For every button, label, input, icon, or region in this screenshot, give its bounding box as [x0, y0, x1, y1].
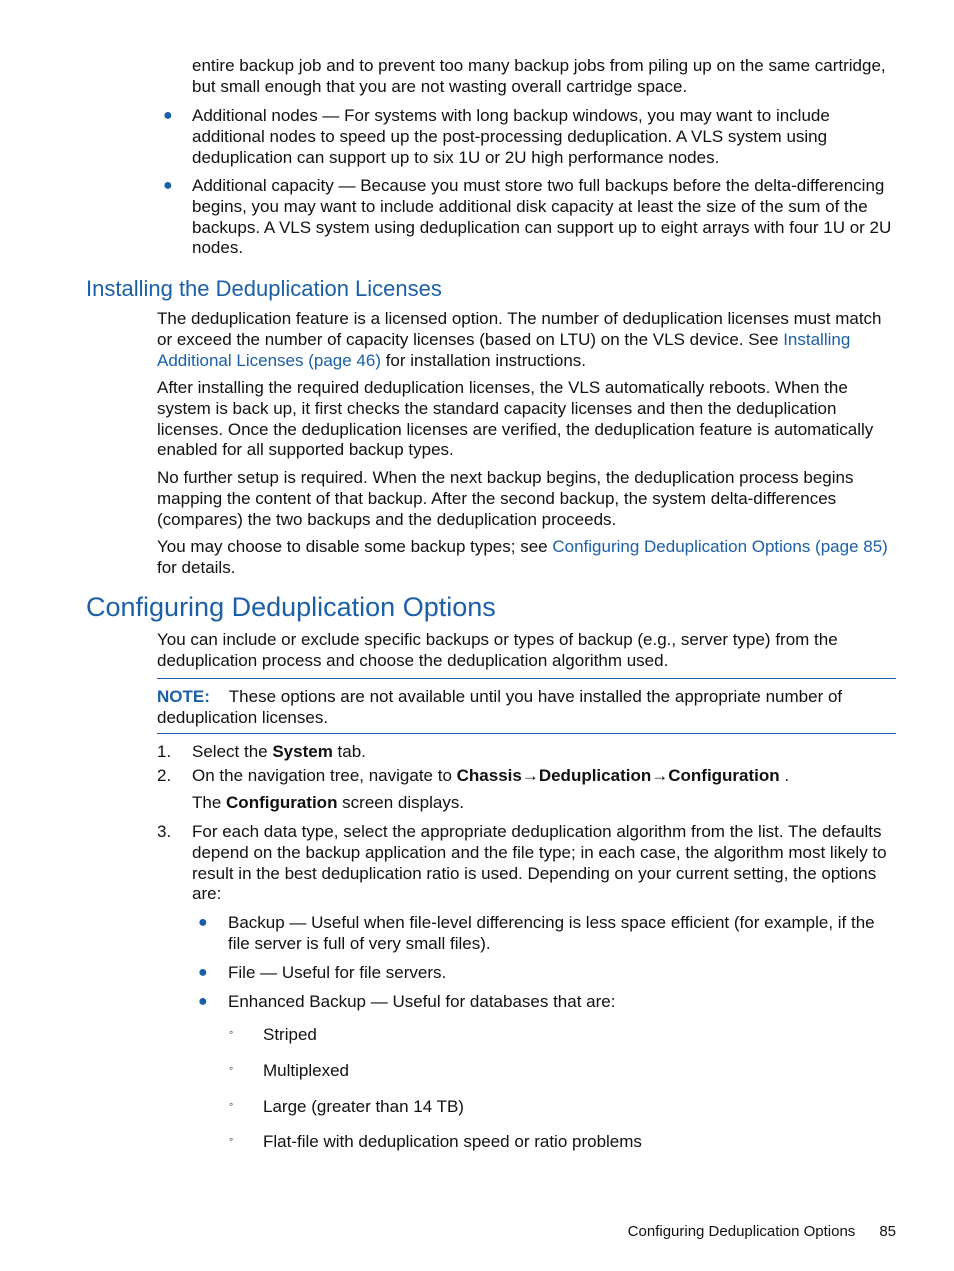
arrow-icon: → — [651, 766, 669, 785]
paragraph-text: for installation instructions. — [380, 350, 587, 370]
note-top-rule — [157, 678, 896, 679]
step-text: On the navigation tree, navigate to — [192, 766, 457, 785]
paragraph-text: You may choose to disable some backup types; see — [157, 537, 553, 556]
step-text: The — [192, 793, 227, 812]
installing-licenses-link[interactable]: Installing Additional Licenses (page 46) — [157, 329, 851, 370]
step-2-result — [192, 793, 897, 814]
list-item: Enhanced Backup — Useful for databases that are: — [228, 992, 616, 1011]
licenses-paragraph-3: No further setup is required. When the next backup begins, the deduplication process begins mapping the content of that backup. After the second backup, the system delta-differences (compares) the two backups and the deduplication proceeds. — [157, 468, 854, 529]
circle-bullet-icon: ◦ — [229, 1132, 234, 1146]
deduplication-label: Deduplication — [538, 766, 652, 785]
configuration-screen-label: Configuration — [226, 793, 338, 812]
paragraph-text: for details. — [157, 557, 236, 577]
arrow-icon: → — [521, 766, 539, 785]
list-item: File — Useful for file servers. — [228, 963, 447, 982]
bullet-icon: ● — [163, 107, 173, 124]
intro-continuation: entire backup job and to prevent too many backup jobs from piling up on the same cartridge, but small enough that you are not wasting overall cartridge space. — [192, 56, 886, 96]
step-3: For each data type, select the appropriate deduplication algorithm from the list. The defaults depend on the backup application and the file type; in each case, the algorithm most likely to result in the best deduplication ratio is used. Depending on your current setting, the options are: — [192, 822, 887, 904]
note-text: These options are not available until you have installed the appropriate number of deduplication licenses. — [157, 687, 843, 727]
footer-title: Configuring Deduplication Options — [627, 1223, 856, 1240]
licenses-paragraph-2: After installing the required deduplication licenses, the VLS automatically reboots. When the system is back up, it first checks the standard capacity licenses and then the deduplication licenses. Once the deduplication licenses are verified, the deduplication feature is automatically enabled for all supported backup types. — [157, 378, 874, 460]
step-1 — [192, 742, 897, 763]
bullet-icon: ● — [198, 964, 208, 981]
circle-bullet-icon: ◦ — [229, 1025, 234, 1039]
list-item: Additional capacity — Because you must store two full backups before the delta-differencing begins, you may want to include additional disk capacity at least the size of the sum of the backups. A VLS system using deduplication can support up to eight arrays with four 1U or 2U nodes. — [192, 176, 892, 258]
chassis-label: Chassis — [456, 766, 522, 785]
page-footer — [600, 1223, 896, 1240]
config-intro: You can include or exclude specific backups or types of backup (e.g., server type) from the deduplication process and choose the deduplication algorithm used. — [157, 630, 838, 670]
step-text: screen displays. — [337, 793, 465, 812]
system-tab-label: System — [272, 742, 333, 761]
licenses-paragraph-1 — [157, 309, 897, 371]
circle-bullet-icon: ◦ — [229, 1061, 234, 1075]
step-number: 3. — [157, 822, 172, 841]
list-item: Additional nodes — For systems with long backup windows, you may want to include additional nodes to speed up the post-processing deduplication. A VLS system using deduplication can support up to six 1U or 2U high performance nodes. — [192, 106, 830, 167]
paragraph-text: The deduplication feature is a licensed option. The number of deduplication licenses must match or exceed the number of capacity licenses (based on LTU) on the VLS device. See — [157, 309, 882, 349]
configuring-options-link[interactable]: Configuring Deduplication Options (page 85) — [552, 537, 888, 556]
configuration-label: Configuration — [668, 766, 780, 785]
sub-list-item: Striped — [263, 1025, 317, 1044]
note-label: NOTE: — [157, 687, 210, 706]
note-box — [157, 687, 897, 729]
sub-list-item: Flat-file with deduplication speed or ratio problems — [263, 1132, 642, 1151]
bullet-icon: ● — [198, 914, 208, 931]
step-number: 1. — [157, 742, 172, 761]
step-text: Select the — [192, 742, 273, 761]
page-number: 85 — [879, 1223, 896, 1240]
step-2 — [192, 766, 897, 787]
sub-list-item: Large (greater than 14 TB) — [263, 1097, 464, 1116]
section-heading-configuring: Configuring Deduplication Options — [86, 592, 496, 622]
step-text: . — [779, 766, 790, 785]
licenses-paragraph-4 — [157, 537, 897, 579]
step-text: tab. — [332, 742, 366, 761]
sub-list-item: Multiplexed — [263, 1061, 349, 1080]
circle-bullet-icon: ◦ — [229, 1097, 234, 1111]
section-heading-licenses: Installing the Deduplication Licenses — [86, 276, 442, 301]
bullet-icon: ● — [198, 993, 208, 1010]
step-number: 2. — [157, 766, 172, 785]
note-bottom-rule — [157, 733, 896, 734]
list-item: Backup — Useful when file-level differencing is less space efficient (for example, if the file server is full of very small files). — [228, 913, 875, 953]
bullet-icon: ● — [163, 177, 173, 194]
